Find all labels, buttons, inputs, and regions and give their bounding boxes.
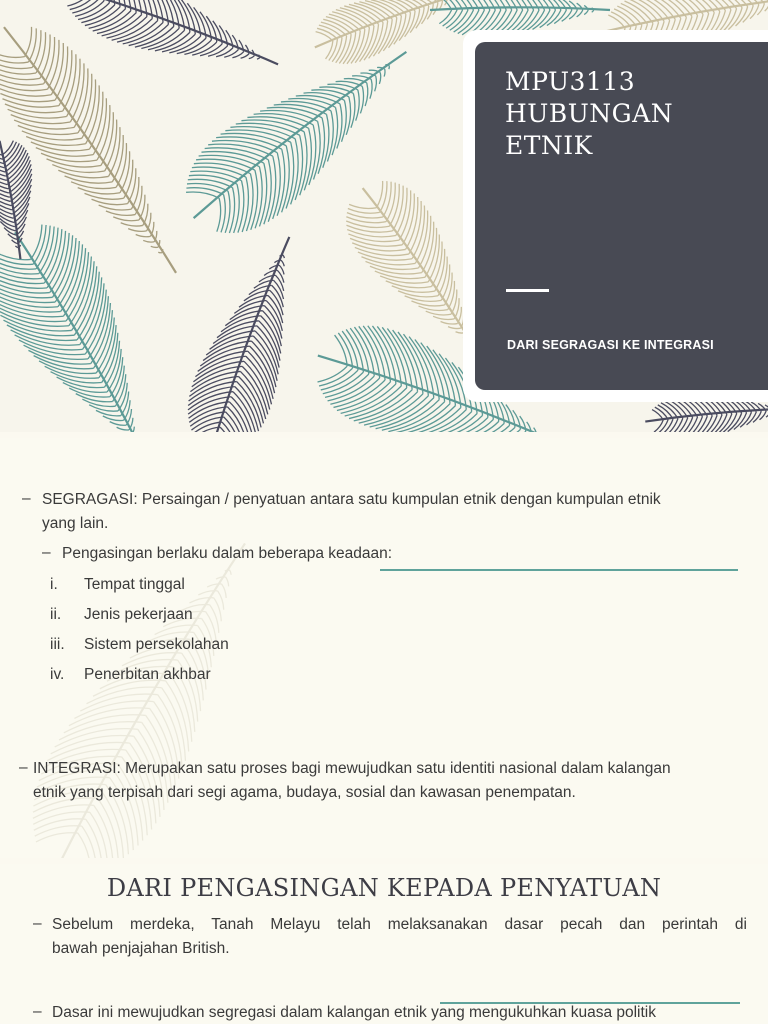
bullet-text-line1: Sebelum merdeka, Tanah Melayu telah melaksanakan dasar pecah dan perintah di	[52, 916, 747, 933]
list-item: Tempat tinggal	[84, 576, 185, 593]
feather-navy	[173, 223, 328, 432]
title-line: ETNIK	[505, 131, 593, 160]
integration-definition	[33, 757, 753, 781]
slide-heading: DARI PENGASINGAN KEPADA PENYATUAN	[106, 874, 662, 902]
content-slide-segregation	[0, 438, 768, 858]
feather-navy	[50, 0, 290, 97]
title-line: MPU3113	[505, 67, 636, 96]
title-line: HUBUNGAN	[505, 99, 674, 128]
presentation-subtitle: DARI SEGRAGASI KE INTEGRASI	[507, 338, 714, 352]
bullet-text-line2: bawah penjajahan British.	[52, 940, 230, 957]
list-item: Penerbitan akhbar	[84, 666, 211, 683]
term-integrasi: INTEGRASI	[33, 760, 117, 777]
teal-accent-line	[380, 569, 738, 571]
segregation-text-line2: yang lain.	[42, 515, 109, 532]
list-item: Jenis pekerjaan	[84, 606, 193, 623]
feather-teal	[163, 13, 437, 257]
list-number: iii.	[50, 636, 65, 653]
bullet-dash: –	[33, 1003, 42, 1020]
sub-bullet-text: Pengasingan berlaku dalam beberapa keadaan:	[62, 545, 393, 562]
list-number: i.	[50, 576, 58, 593]
title-slide	[0, 0, 768, 432]
list-number: ii.	[50, 606, 62, 623]
segregation-definition	[42, 488, 752, 512]
list-item: Sistem persekolahan	[84, 636, 229, 653]
presentation-title	[505, 66, 745, 162]
integration-text-line1: : Merupakan satu proses bagi mewujudkan satu identiti nasional dalam kalangan	[116, 760, 671, 777]
term-segregasi: SEGRAGASI	[42, 491, 134, 508]
bullet-text-line1: Dasar ini mewujudkan segregasi dalam kalangan etnik yang mengukuhkan kuasa politik	[52, 1004, 656, 1021]
list-number: iv.	[50, 666, 65, 683]
bullet-dash: –	[22, 490, 31, 507]
feather-teal	[0, 205, 192, 432]
bullet-dash: –	[42, 544, 51, 561]
bullet-dash: –	[33, 915, 42, 932]
bullet-dash: –	[19, 759, 28, 776]
content-slide-unification	[0, 864, 768, 1024]
segregation-text-line1: : Persaingan / penyatuan antara satu kumpulan etnik dengan kumpulan etnik	[133, 491, 661, 508]
title-divider	[506, 289, 549, 292]
integration-text-line2: etnik yang terpisah dari segi agama, budaya, sosial dan kawasan penempatan.	[33, 784, 576, 801]
feather-khaki	[0, 1, 213, 298]
